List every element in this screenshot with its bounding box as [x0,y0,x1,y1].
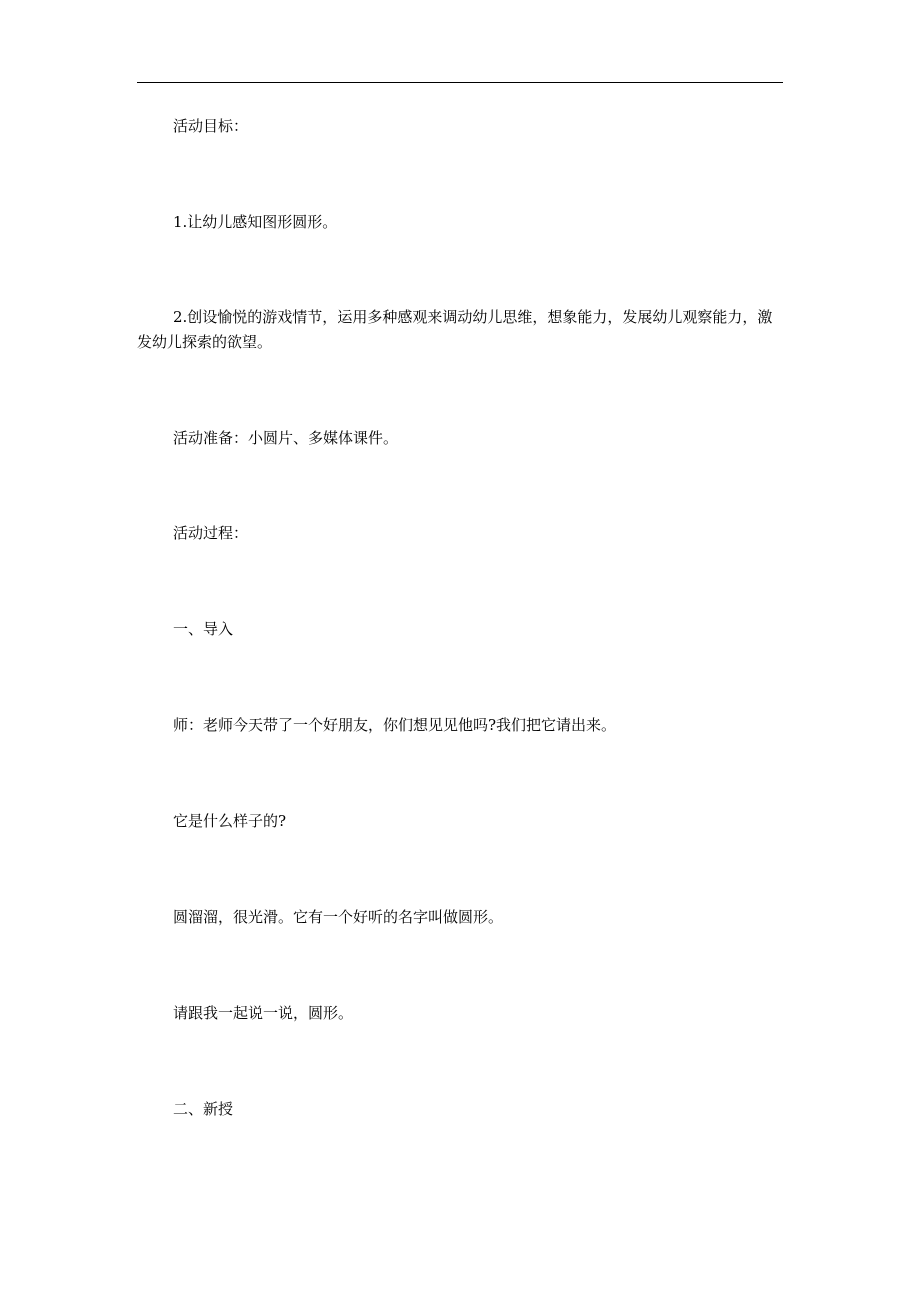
section-heading-goals: 活动目标： [173,117,249,135]
preparation-line: 活动准备：小圆片、多媒体课件。 [173,429,399,447]
description-line: 圆溜溜，很光滑。它有一个好听的名字叫做圆形。 [173,908,504,926]
teacher-line: 师：老师今天带了一个好朋友，你们想见见他吗?我们把它请出来。 [173,716,617,734]
question-line: 它是什么样子的? [173,812,287,830]
goal-item-2: 2.创设愉悦的游戏情节，运用多种感观来调动幼儿思维，想象能力，发展幼儿观察能力，激发幼儿探索的欲望。 [137,308,773,351]
repeat-line: 请跟我一起说一说，圆形。 [173,1004,354,1022]
goal-item-1: 1.让幼儿感知图形圆形。 [173,213,338,231]
subheading-new-lesson: 二、新授 [173,1100,234,1118]
section-heading-process: 活动过程： [173,524,249,542]
header-rule [137,82,783,83]
subheading-intro: 一、导入 [173,620,234,638]
